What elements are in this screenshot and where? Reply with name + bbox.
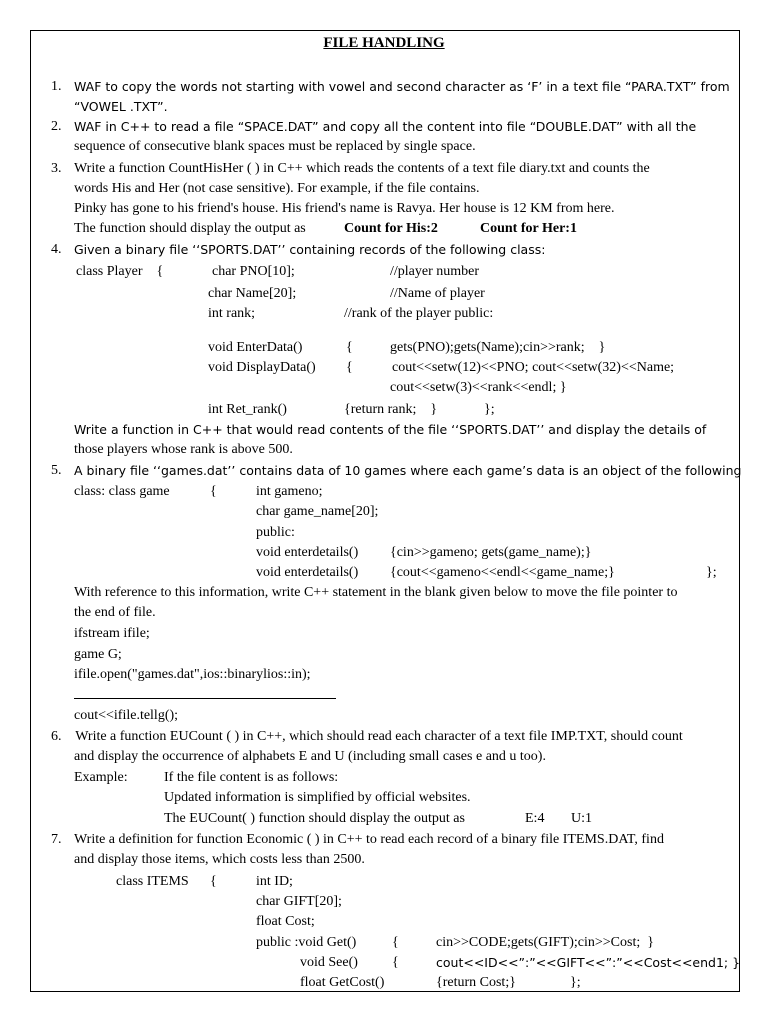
q6-example-line1: If the file content is as follows:: [164, 770, 339, 785]
q7-getcost: float GetCost(): [300, 975, 385, 990]
q5-number: 5.: [51, 463, 62, 478]
q1-line1: WAF to copy the words not starting with vowel and second character as ‘F’ in a text file “PARA.TXT” from: [74, 79, 730, 94]
q6-example-line3: The EUCount( ) function should display the output as: [164, 811, 465, 826]
q7-number: 7.: [51, 832, 62, 847]
q4-enterdata-body: gets(PNO);gets(Name);cin>>rank; }: [390, 340, 606, 355]
q4-number: 4.: [51, 242, 62, 257]
q5-code-ifstream: ifstream ifile;: [74, 626, 150, 641]
q3-line1: Write a function CountHisHer ( ) in C++ which reads the contents of a text file diary.txt and counts the: [74, 161, 650, 176]
q4-enterdata: void EnterData(): [208, 340, 303, 355]
q3-line3: Pinky has gone to his friend's house. His friend's name is Ravya. Her house is 12 KM from here.: [74, 201, 615, 216]
q7-getcost-body: {return Cost;}: [436, 975, 516, 990]
q7-get-brace: {: [392, 935, 399, 950]
q6-example-line2: Updated information is simplified by official websites.: [164, 790, 471, 805]
q5-brace: {: [210, 484, 217, 499]
q5-class-end: };: [706, 565, 717, 580]
q5-reference-line2: the end of file.: [74, 605, 156, 620]
page-title: FILE HANDLING: [323, 35, 445, 51]
q5-reference-line1: With reference to this information, write C++ statement in the blank given below to move the file pointer to: [74, 585, 678, 600]
q6-output-e: E:4: [525, 811, 545, 826]
q3-output-his: Count for His:2: [344, 221, 438, 236]
q6-line2: and display the occurrence of alphabets E and U (including small cases e and u too).: [74, 749, 546, 764]
q2-line1: WAF in C++ to read a file “SPACE.DAT” and copy all the content into file “DOUBLE.DAT” with all the: [74, 119, 697, 134]
q5-class-decl: class: class game: [74, 484, 170, 499]
q3-line4: The function should display the output as: [74, 221, 306, 236]
q4-pno: char PNO[10];: [212, 264, 295, 279]
q4-displaydata-body1: cout<<setw(12)<<PNO; cout<<setw(32)<<Name;: [392, 360, 675, 375]
q1-number: 1.: [51, 79, 62, 94]
q5-code-tellg: cout<<ifile.tellg();: [74, 708, 179, 723]
q7-see: void See(): [300, 955, 358, 970]
q4-class-decl: class Player {: [76, 264, 164, 279]
q3-number: 3.: [51, 161, 62, 176]
q5-answer-blank: [74, 698, 336, 699]
q6-example-label: Example:: [74, 770, 128, 785]
q5-enterdetails-1-body: {cin>>gameno; gets(game_name);}: [390, 545, 592, 560]
q4-class-end: };: [484, 402, 495, 417]
q5-line1: A binary file ‘‘games.dat’’ contains data of 10 games where each game’s data is an object of the following: [74, 463, 742, 478]
q5-enterdetails-2: void enterdetails(): [256, 565, 359, 580]
q4-enterdata-brace: {: [346, 340, 353, 355]
q6-output-u: U:1: [571, 811, 592, 826]
q7-id: int ID;: [256, 874, 293, 889]
q4-displaydata-brace: {: [346, 360, 353, 375]
q2-number: 2.: [51, 119, 62, 134]
q7-gift: char GIFT[20];: [256, 894, 342, 909]
q4-rank-comment: //rank of the player public:: [344, 306, 494, 321]
q5-public: public:: [256, 525, 295, 540]
q4-displaydata-body2: cout<<setw(3)<<rank<<endl; }: [390, 380, 567, 395]
q7-cost: float Cost;: [256, 914, 315, 929]
q6-number: 6.: [51, 729, 62, 744]
q5-code-game: game G;: [74, 647, 122, 662]
q7-line2: and display those items, which costs less than 2500.: [74, 852, 365, 867]
q3-output-her: Count for Her:1: [480, 221, 577, 236]
q7-line1: Write a definition for function Economic ( ) in C++ to read each record of a binary file ITEMS.DAT, find: [74, 832, 664, 847]
q1-line2: “VOWEL .TXT”.: [74, 99, 168, 114]
q4-displaydata: void DisplayData(): [208, 360, 316, 375]
q4-name-comment: //Name of player: [390, 286, 485, 301]
q7-see-brace: {: [392, 955, 399, 970]
q4-question-line1: Write a function in C++ that would read contents of the file ‘‘SPORTS.DAT’’ and display the details of: [74, 422, 707, 437]
q7-see-body: cout<<ID<<”:”<<GIFT<<”:”<<Cost<<end1; }: [436, 955, 741, 970]
q7-get-body: cin>>CODE;gets(GIFT);cin>>Cost; }: [436, 935, 654, 950]
q4-question-line2: those players whose rank is above 500.: [74, 442, 293, 457]
q4-ret-rank: int Ret_rank(): [208, 402, 287, 417]
q5-enterdetails-1: void enterdetails(): [256, 545, 359, 560]
q5-gameno: int gameno;: [256, 484, 323, 499]
q6-line1: Write a function EUCount ( ) in C++, which should read each character of a text file IMP.TXT, should count: [72, 729, 683, 744]
q5-enterdetails-2-body: {cout<<gameno<<endl<<game_name;}: [390, 565, 615, 580]
q4-rank: int rank;: [208, 306, 256, 321]
q4-ret-rank-body: {return rank; }: [344, 402, 438, 417]
q3-line2: words His and Her (not case sensitive). For example, if the file contains.: [74, 181, 480, 196]
q5-game-name: char game_name[20];: [256, 504, 379, 519]
q7-class-decl: class ITEMS: [116, 874, 189, 889]
q4-pno-comment: //player number: [390, 264, 480, 279]
q7-brace: {: [210, 874, 217, 889]
q4-line1: Given a binary file ‘‘SPORTS.DAT’’ containing records of the following class:: [74, 242, 546, 257]
q7-class-end: };: [570, 975, 581, 990]
q4-name: char Name[20];: [208, 286, 297, 301]
q2-line2: sequence of consecutive blank spaces must be replaced by single space.: [74, 139, 476, 154]
q5-code-open: ifile.open("games.dat",ios::binarylios::in);: [74, 667, 311, 682]
q7-get: public :void Get(): [256, 935, 357, 950]
